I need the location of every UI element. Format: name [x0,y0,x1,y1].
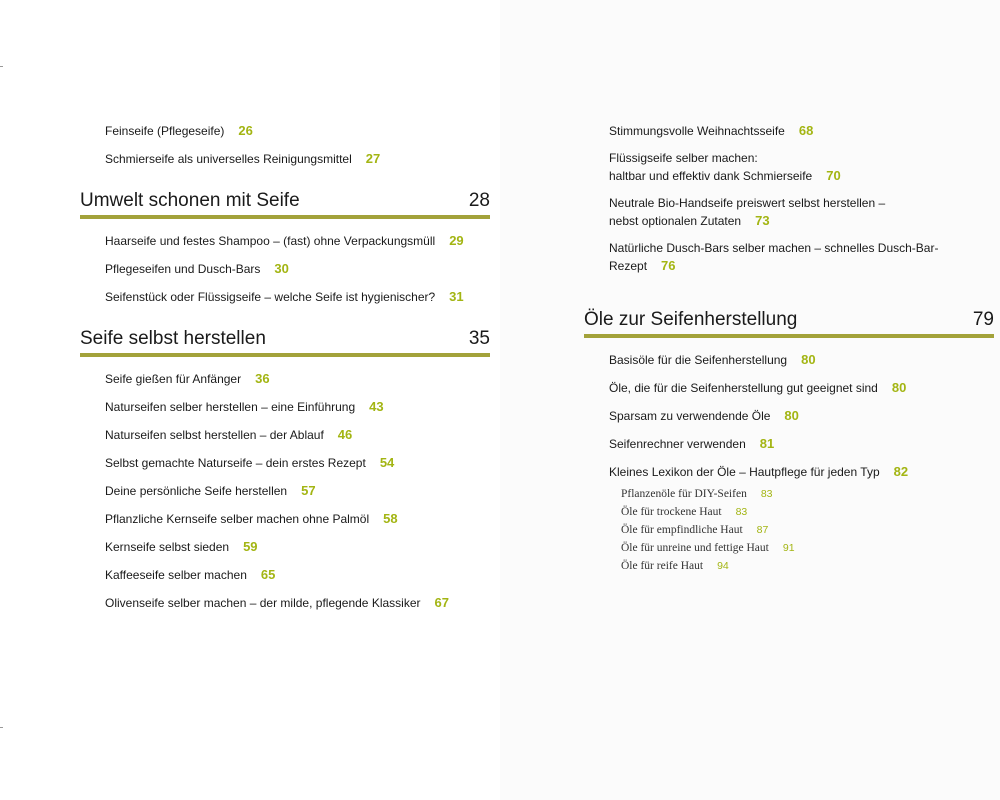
entry-title: Feinseife (Pflegeseife) [105,124,225,138]
toc-entry [80,122,490,140]
left-toc-column [80,122,490,622]
toc-entry [80,288,490,306]
entry-title: Seife gießen für Anfänger [105,372,242,386]
section-title: Öle zur Seifenherstellung [584,309,798,330]
toc-entry [80,370,490,388]
entry-page: 26 [238,123,253,138]
entry-page: 29 [449,233,464,248]
entry-title: Selbst gemachte Naturseife – dein erstes Rezept [105,456,366,470]
entry-title: Schmierseife als universelles Reinigungsmittel [105,152,352,166]
entry-page: 80 [784,408,799,423]
toc-entry [80,538,490,556]
toc-subentry [621,521,994,539]
entry-title: Natürliche Dusch-Bars selber machen – schnelles Dusch-Bar-Rezept [609,241,939,273]
toc-entry [80,232,490,250]
entry-title: Pflanzliche Kernseife selber machen ohne Palmöl [105,512,370,526]
entry-title-line2: haltbar und effektiv dank Schmierseife [609,169,813,183]
entry-page: 65 [260,567,276,582]
toc-subentry [621,557,994,575]
entry-page: 54 [379,455,395,470]
right-toc-column [584,122,994,575]
subentry-title: Öle für unreine und fettige Haut [621,542,769,554]
subentry-page: 83 [735,506,748,518]
section-heading [80,190,490,219]
entry-page: 43 [369,399,384,414]
section-page: 28 [468,190,490,211]
entry-page: 80 [801,352,816,367]
toc-entry [584,379,994,397]
entry-page: 31 [449,289,464,304]
entry-page: 27 [365,151,381,166]
entry-page: 57 [301,483,316,498]
toc-entry [584,463,994,481]
toc-entry [80,510,490,528]
entry-title: Deine persönliche Seife herstellen [105,484,288,498]
entry-title: Kernseife selbst sieden [105,540,230,554]
entry-title: Kaffeeseife selber machen [105,568,247,582]
toc-entry [80,260,490,278]
subentry-page: 91 [782,542,795,554]
toc-entry [584,150,994,185]
subentry-page: 83 [760,488,773,500]
toc-entry [80,426,490,444]
subentry-page: 87 [756,524,769,536]
section-seife-selbst [80,328,490,357]
toc-entry [80,482,490,500]
right-page [500,0,1000,800]
section-page: 79 [972,309,994,330]
toc-entry [584,122,994,140]
subentry-title: Öle für reife Haut [621,560,704,572]
entry-title: Pflegeseifen und Dusch-Bars [105,262,261,276]
toc-subentry [621,503,994,521]
entry-title: Olivenseife selber machen – der milde, pflegende Klassiker [105,596,421,610]
entry-title: Stimmungsvolle Weihnachtsseife [609,124,785,138]
entry-page: 46 [337,427,353,442]
toc-entry [584,351,994,369]
entry-page: 68 [798,123,814,138]
toc-entry [80,566,490,584]
toc-entry [80,398,490,416]
toc-subentry [621,485,994,503]
section-title: Seife selbst herstellen [80,328,266,349]
section-heading [584,309,994,338]
entry-title-line1: Neutrale Bio-Handseife preiswert selbst herstellen – [609,196,886,210]
subentry-title: Öle für trockene Haut [621,506,722,518]
section-heading [80,328,490,357]
entry-title-line2: nebst optionalen Zutaten [609,214,742,228]
toc-entry [584,240,994,275]
entry-page: 67 [434,595,449,610]
entry-page: 81 [759,436,775,451]
lexicon-subentries [584,485,994,575]
entry-page: 36 [255,371,270,386]
section-title: Umwelt schonen mit Seife [80,190,300,211]
entry-title: Haarseife und festes Shampoo – (fast) ohne Verpackungsmüll [105,234,436,248]
section-page: 35 [468,328,490,349]
entry-page: 59 [243,539,258,554]
entry-title-line1: Flüssigseife selber machen: [609,151,758,165]
entry-page: 76 [661,258,676,273]
entry-page: 70 [826,168,841,183]
section-umwelt [80,190,490,219]
entry-page: 30 [274,261,289,276]
toc-subentry [621,539,994,557]
entry-page: 73 [755,213,770,228]
section-oele [584,309,994,338]
entry-page: 82 [893,464,909,479]
toc-entry [584,407,994,425]
toc-entry [80,150,490,168]
crop-mark [0,727,3,728]
toc-entry [584,435,994,453]
entry-title: Naturseifen selbst herstellen – der Ablauf [105,428,324,442]
subentry-page: 94 [717,560,729,572]
entry-page: 58 [383,511,398,526]
subentry-title: Pflanzenöle für DIY-Seifen [621,488,747,500]
toc-entry [80,594,490,612]
entry-title: Sparsam zu verwendende Öle [609,409,771,423]
entry-title: Öle, die für die Seifenherstellung gut geeignet sind [609,381,878,395]
subentry-title: Öle für empfindliche Haut [621,524,743,536]
crop-mark [0,66,3,67]
entry-page: 80 [891,380,907,395]
entry-title: Naturseifen selber herstellen – eine Einführung [105,400,356,414]
entry-title: Seifenrechner verwenden [609,437,746,451]
entry-title: Kleines Lexikon der Öle – Hautpflege für jeden Typ [609,465,880,479]
toc-entry [80,454,490,472]
entry-title: Basisöle für die Seifenherstellung [609,353,788,367]
entry-title: Seifenstück oder Flüssigseife – welche Seife ist hygienischer? [105,290,436,304]
toc-entry [584,195,994,230]
